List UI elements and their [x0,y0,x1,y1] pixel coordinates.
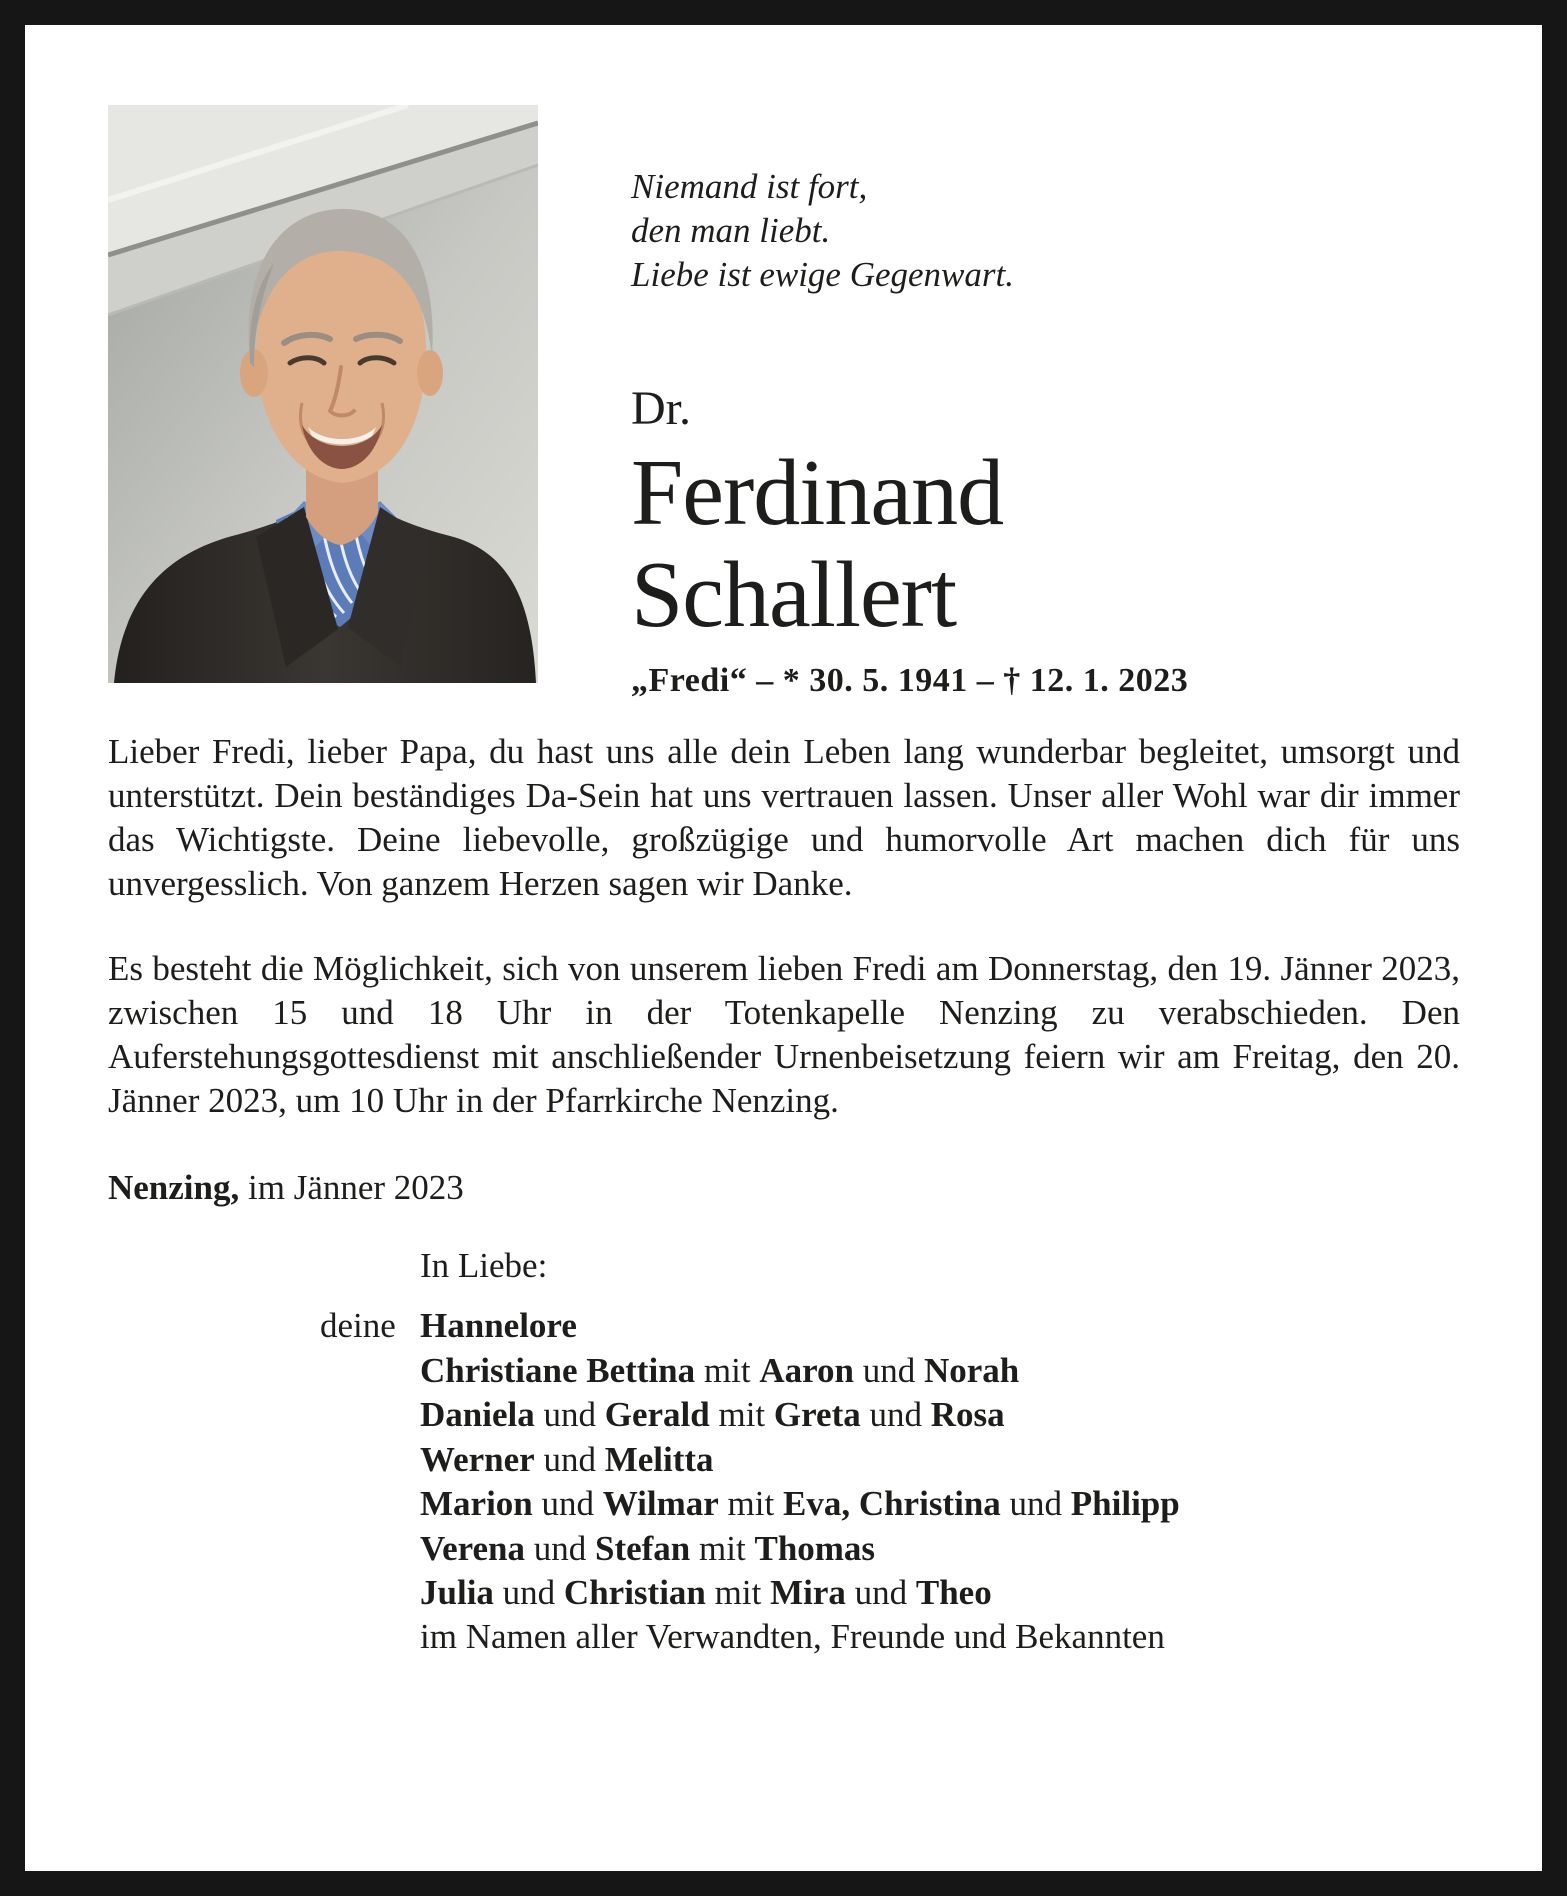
place-date-line [108,1168,1460,1208]
deceased-first-name: Ferdinand [631,441,1004,546]
obituary-content [25,25,1542,1660]
tribute-paragraph: Lieber Fredi, lieber Papa, du hast uns alle dein Leben lang wunderbar begleitet, umsorgt und unterstützt. Dein beständiges Da-Sein hat uns vertrauen lassen. Unser aller Wohl war dir immer das Wichtigste. Deine liebevolle, großzügige und humorvolle Art machen dich für uns unvergesslich. Von ganzem Herzen sagen wir Danke. [108,732,1460,903]
portrait-photo [108,105,538,683]
family-members: Hannelore [420,1306,577,1346]
closing-section [108,1246,1460,1660]
header-section [108,105,1460,700]
funeral-info-paragraph: Es besteht die Möglichkeit, sich von unserem lieben Fredi am Donnerstag, den 19. Jänner 2023, zwischen 15 und 18 Uhr in der Totenkapelle Nenzing zu verabschieden. Den Auferstehungsgottesdienst mit anschließender Urnenbeisetzung feiern wir am Freitag, den 20. Jänner 2023, um 10 Uhr in der Pfarrkirche Nenzing. [108,949,1460,1120]
deceased-name [631,443,1460,646]
family-line: Werner und Melitta [420,1439,714,1479]
quote-line: Niemand ist fort, [631,167,868,206]
place-name: Nenzing, [108,1168,240,1208]
family-line: Marion und Wilmar mit Eva, Christina und Philipp [420,1484,1180,1524]
quote-line: Liebe ist ewige Gegenwart. [631,255,1015,295]
memorial-quote [631,165,1460,297]
family-line: Verena und Stefan mit Thomas [420,1528,876,1568]
closing-prefix: deine [320,1306,396,1346]
family-line: Christiane Bettina mit Aaron und Norah [420,1350,1020,1390]
title-column [631,105,1460,700]
closing-salutation: In Liebe: [420,1246,548,1286]
life-dates: „Fredi“ – * 30. 5. 1941 – † 12. 1. 2023 [631,662,1189,700]
deceased-last-name: Schallert [631,542,957,647]
family-line [320,1304,1460,1348]
date-text: im Jänner 2023 [239,1168,464,1208]
family-names-list [320,1304,1460,1660]
family-line: Julia und Christian mit Mira und Theo [420,1572,992,1612]
quote-line: den man liebt. [631,211,831,251]
family-line: Daniela und Gerald mit Greta und Rosa [420,1395,1005,1435]
family-line: im Namen aller Verwandten, Freunde und Bekannten [420,1617,1165,1657]
portrait-illustration [108,105,538,683]
academic-title: Dr. [631,382,691,436]
